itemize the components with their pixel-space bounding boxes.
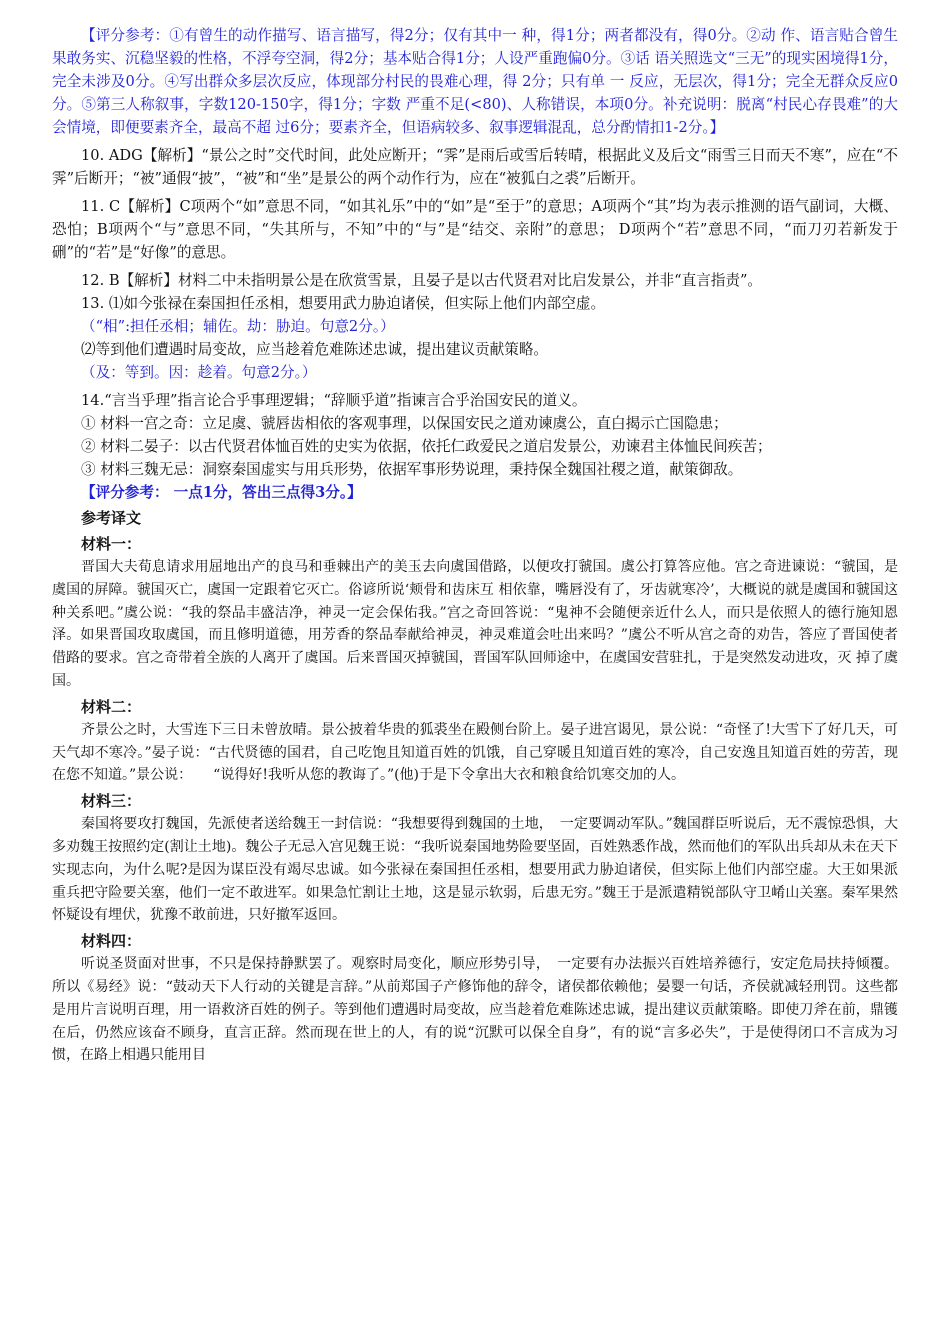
scoring-note: 【评分参考：①有曾生的动作描写、语言描写，得2分；仅有其中一 种，得1分；两者都没有，得0分。②动 作、语言贴合曾生果敢务实、沉稳坚毅的性格，不浮夸空洞，得2分；基本贴合得1分；人设严重跑偏0分。③话 语关照选文“三无”的现实困境得1分，完全未涉及0分。④写出群众多层次反应，体现部分村民的畏难心理，得 2分；只有单 一 反应，无层次，得1分；完全无群众反应0分。⑤第三人称叙事，字数120-150字，得1分；字数 严重不足(<80)、人称错误，本项0分。补充说明：脱离“村民心存畏难”的大会情境，即便要素齐全，最高不超 过6分；要素齐全，但语病较多、叙事逻辑混乱，总分酌情扣1-2分。】 xyxy=(52,27,898,136)
material-3-text: 秦国将要攻打魏国，先派使者送给魏王一封信说：“我想要得到魏国的土地， 一定要调动军队。”魏国群臣听说后，无不震惊恐惧，大多劝魏王按照约定(割让土地)。魏公子无忌入宫见魏王说：“我听说秦国地势险要坚固，百姓熟悉作战，然而他们的军队出兵却从未在天下实现志向，为什么呢?是因为谋臣没有竭尽忠诚。如今张禄在秦国担任丞相，想要用武力胁迫诸侯，但实际上他们内部空虚。大王如果派重兵把守险要关塞，他们一定不敢进军。如果急忙割让土地，这是显示软弱，后患无穷。”魏王于是派遣精锐部队守卫崤山关塞。秦军果然怀疑设有埋伏，犹豫不敢前进，只好撤军返回。 xyxy=(52,816,898,924)
answer-q14-item-3: ③ 材料三魏无忌：洞察秦国虚实与用兵形势，依据军事形势说理，秉持保全魏国社稷之道，献策御敌。 xyxy=(81,461,743,478)
answer-q14-item-2: ② 材料二晏子：以古代贤君体恤百姓的史实为依据，依托仁政爱民之道启发景公，劝谏君主体恤民间疾苦； xyxy=(81,438,772,455)
answer-key-page xyxy=(52,24,898,1067)
answer-q10: 10. ADG【解析】“景公之时”交代时间，此处应断开；“霁”是雨后或雪后转晴，根据此义及后文“雨雪三日而天不寒”，应在“不霁”后断开；“被”通假“披”，“被”和“坐”是景公的两个动作行为，应在“被狐白之裘”后断开。 xyxy=(52,147,898,187)
answer-q13-1-note: （“相”:担任丞相；辅佐。劫：胁迫。句意2分。） xyxy=(81,318,395,335)
material-4-text: 听说圣贤面对世事，不只是保持静默罢了。观察时局变化，顺应形势引导， 一定要有办法振兴百姓培养德行，安定危局扶持倾覆。所以《易经》说：“鼓动天下人行动的关键是言辞。”从前郑国子产修饰他的辞令，诸侯都依赖他；晏婴一句话，齐侯就减轻刑罚。这些都是用片言说明百理，用一语救济百姓的例子。等到他们遭遇时局变故，应当趁着危难陈述忠诚，提出建议贡献策略。即使刀斧在前，鼎镬在后，仍然应该奋不顾身，直言正辞。然而现在世上的人，有的说“沉默可以保全自身”，有的说“言多必失”，于是使得闭口不言成为习惯，在路上相遇只能用目 xyxy=(52,956,898,1064)
material-4-title: 材料四： xyxy=(81,932,142,951)
material-2-title: 材料二： xyxy=(81,697,142,716)
material-2-text: 齐景公之时，大雪连下三日未曾放晴。景公披着华贵的狐裘坐在殿侧台阶上。晏子进宫谒见，景公说：“奇怪了!大雪下了好几天，可天气却不寒冷。”晏子说：“古代贤德的国君，自己吃饱且知道百姓的饥饿，自己穿暖且知道百姓的寒冷，自己安逸且知道百姓的劳苦，现在您不知道。”景公说： “说得好!我听从您的教诲了。”(他)于是下令拿出大衣和粮食给饥寒交加的人。 xyxy=(52,721,898,784)
answer-q13-2: ⑵等到他们遭遇时局变故，应当趁着危难陈述忠诚，提出建议贡献策略。 xyxy=(81,341,549,358)
answer-q11: 11. C【解析】C项两个“如”意思不同，“如其礼乐”中的“如”是“至于”的意思；A项两个“其”均为表示推测的语气副词，大概、恐怕；B项两个“与”意思不同，“失其所与，不知”中的“与”是“结交、亲附”的意思； D项两个“若”意思不同，“而刀刃若新发于硎”的“若”是“好像”的意思。 xyxy=(52,198,898,261)
answer-q14-item-1: ① 材料一宫之奇：立足虞、虢唇齿相依的客观事理，以保国安民之道劝谏虞公，直白揭示亡国隐患； xyxy=(81,415,728,432)
material-1-text: 晋国大夫荀息请求用屈地出产的良马和垂棘出产的美玉去向虞国借路，以便攻打虢国。虞公打算答应他。宫之奇进谏说：“虢国，是虞国的屏障。虢国灭亡，虞国一定跟着它灭亡。俗谚所说‘颊骨和齿床互 相依靠，嘴唇没有了，牙齿就寒冷’，大概说的就是虞国和虢国这种关系吧。”虞公说：“我的祭品丰盛洁净，神灵一定会保佑我。”宫之奇回答说：“鬼神不会随便亲近什么人，而只是依照人的德行施知恩泽。如果晋国攻取虞国，而且修明道德，用芳香的祭品奉献给神灵，神灵难道会吐出来吗？”虞公不听从宫之奇的劝告，答应了晋国使者借路的要求。宫之奇带着全族的人离开了虞国。后来晋国灭掉虢国，晋国军队回师途中，在虞国安营驻扎，于是突然发动进攻，灭 掉了虞国。 xyxy=(52,559,898,689)
answer-q13-2-note: （及：等到。因：趁着。句意2分。） xyxy=(81,364,317,381)
answer-q13-1: 13. ⑴如今张禄在秦国担任丞相，想要用武力胁迫诸侯，但实际上他们内部空虚。 xyxy=(81,295,606,312)
translation-heading: 参考译文 xyxy=(81,509,142,527)
material-1-title: 材料一： xyxy=(81,535,142,553)
answer-q12: 12. B【解析】材料二中未指明景公是在欣赏雪景，且晏子是以古代贤君对比启发景公，并非“直言指责”。 xyxy=(81,272,763,289)
material-3-title: 材料三： xyxy=(81,792,142,811)
answer-q14-note: 【评分参考： 一点1分，答出三点得3分。】 xyxy=(81,484,362,501)
answer-q14: 14.“言当乎理”指言论合乎事理逻辑；“辞顺乎道”指谏言合乎治国安民的道义。 xyxy=(81,392,587,409)
